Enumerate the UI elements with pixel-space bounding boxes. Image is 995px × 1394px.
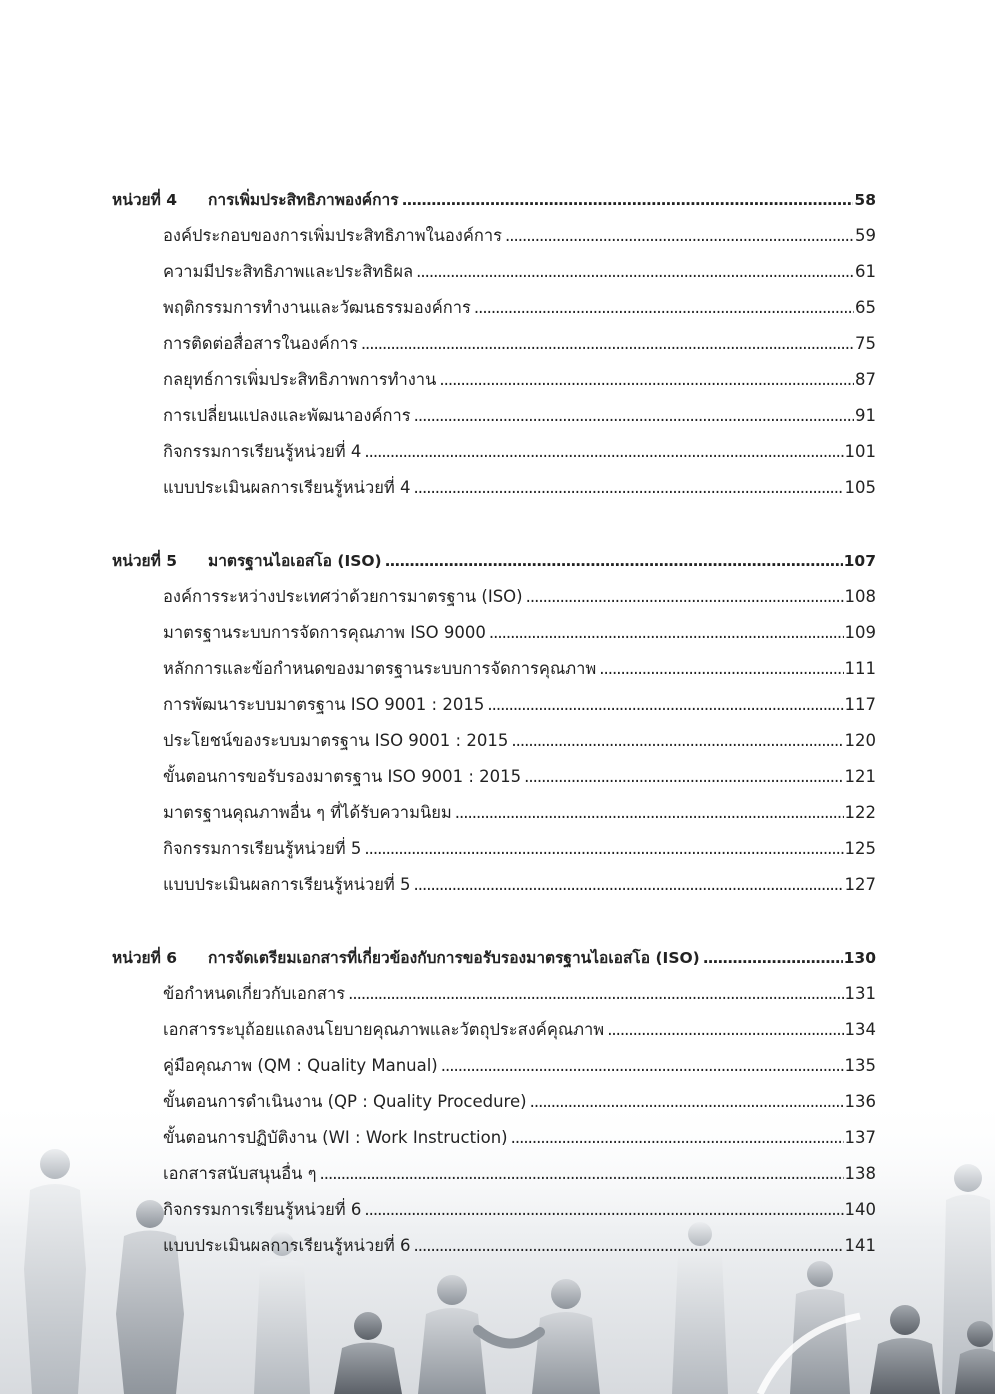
page-number: 130 xyxy=(843,949,876,967)
toc-entry xyxy=(112,723,876,759)
page-number: 138 xyxy=(844,1164,876,1183)
page-number: 135 xyxy=(844,1056,876,1075)
entry-title: แบบประเมินผลการเรียนรู้หน่วยที่ 4 xyxy=(163,478,411,497)
dot-leader xyxy=(414,470,844,506)
page-number: 122 xyxy=(844,803,876,822)
page-number: 141 xyxy=(844,1236,876,1255)
entry-title: พฤติกรรมการทำงานและวัฒนธรรมองค์การ xyxy=(163,298,471,317)
entry-title: กิจกรรมการเรียนรู้หน่วยที่ 4 xyxy=(163,442,362,461)
entry-title: มาตรฐานคุณภาพอื่น ๆ ที่ได้รับความนิยม xyxy=(163,803,452,822)
dot-leader xyxy=(530,1084,844,1120)
page-number: 105 xyxy=(844,478,876,497)
toc-entry xyxy=(112,615,876,651)
dot-leader xyxy=(364,831,843,867)
toc-entry xyxy=(112,976,876,1012)
unit-header xyxy=(112,182,876,218)
entry-title: คู่มือคุณภาพ (QM : Quality Manual) xyxy=(163,1056,438,1075)
toc-entry xyxy=(112,326,876,362)
toc-entry xyxy=(112,362,876,398)
dot-leader xyxy=(320,1156,844,1192)
dot-leader xyxy=(348,976,843,1012)
entry-title: ประโยชน์ของระบบมาตรฐาน ISO 9001 : 2015 xyxy=(163,731,509,750)
dot-leader xyxy=(402,182,854,218)
entry-title: ความมีประสิทธิภาพและประสิทธิผล xyxy=(163,262,414,281)
unit-header xyxy=(112,940,876,976)
unit-header xyxy=(112,543,876,579)
page-number: 121 xyxy=(844,767,876,786)
page-number: 117 xyxy=(844,695,876,714)
page-number: 91 xyxy=(855,406,876,425)
entry-title: กิจกรรมการเรียนรู้หน่วยที่ 6 xyxy=(163,1200,362,1219)
toc-entry xyxy=(112,470,876,506)
unit-4-section xyxy=(112,182,876,506)
toc-entry xyxy=(112,579,876,615)
toc-entry xyxy=(112,831,876,867)
unit-title: มาตรฐานไอเอสโอ (ISO) xyxy=(208,552,382,570)
page-number: 109 xyxy=(844,623,876,642)
entry-title: เอกสารระบุถ้อยแถลงนโยบายคุณภาพและวัตถุประสงค์คุณภาพ xyxy=(163,1020,605,1039)
toc-entry xyxy=(112,759,876,795)
dot-leader xyxy=(416,254,854,290)
page-number: 108 xyxy=(844,587,876,606)
unit-5-section xyxy=(112,543,876,903)
dot-leader xyxy=(364,434,843,470)
toc-entry xyxy=(112,1192,876,1228)
entry-title: ข้อกำหนดเกี่ยวกับเอกสาร xyxy=(163,984,346,1003)
table-of-contents xyxy=(112,182,876,1264)
toc-entry xyxy=(112,1084,876,1120)
page-number: 131 xyxy=(844,984,876,1003)
dot-leader xyxy=(474,290,854,326)
dot-leader xyxy=(505,218,854,254)
entry-title: ขั้นตอนการปฏิบัติงาน (WI : Work Instruction) xyxy=(163,1128,508,1147)
dot-leader xyxy=(489,615,844,651)
dot-leader xyxy=(455,795,844,831)
toc-entry xyxy=(112,1156,876,1192)
entry-title: แบบประเมินผลการเรียนรู้หน่วยที่ 6 xyxy=(163,1236,411,1255)
page-number: 59 xyxy=(855,226,876,245)
page-number: 87 xyxy=(855,370,876,389)
dot-leader xyxy=(599,651,843,687)
entry-title: การเปลี่ยนแปลงและพัฒนาองค์การ xyxy=(163,406,411,425)
page-number: 120 xyxy=(844,731,876,750)
page-number: 111 xyxy=(844,659,876,678)
entry-title: มาตรฐานระบบการจัดการคุณภาพ ISO 9000 xyxy=(163,623,486,642)
unit-label: หน่วยที่ 6 xyxy=(112,949,177,967)
dot-leader xyxy=(361,326,854,362)
unit-label: หน่วยที่ 5 xyxy=(112,552,177,570)
page-number: 75 xyxy=(855,334,876,353)
toc-entry xyxy=(112,290,876,326)
dot-leader xyxy=(703,940,843,976)
page-number: 137 xyxy=(844,1128,876,1147)
toc-entry xyxy=(112,1012,876,1048)
dot-leader xyxy=(414,398,854,434)
page-number: 125 xyxy=(844,839,876,858)
page-number: 136 xyxy=(844,1092,876,1111)
dot-leader xyxy=(607,1012,843,1048)
entry-title: กิจกรรมการเรียนรู้หน่วยที่ 5 xyxy=(163,839,362,858)
dot-leader xyxy=(441,1048,844,1084)
toc-entry xyxy=(112,795,876,831)
page-number: 65 xyxy=(855,298,876,317)
entry-title: แบบประเมินผลการเรียนรู้หน่วยที่ 5 xyxy=(163,875,411,894)
unit-title: การจัดเตรียมเอกสารที่เกี่ยวข้องกับการขอรับรองมาตรฐานไอเอสโอ (ISO) xyxy=(208,949,700,967)
dot-leader xyxy=(364,1192,843,1228)
dot-leader xyxy=(511,1120,844,1156)
entry-title: การติดต่อสื่อสารในองค์การ xyxy=(163,334,358,353)
entry-title: ขั้นตอนการขอรับรองมาตรฐาน ISO 9001 : 2015 xyxy=(163,767,522,786)
dot-leader xyxy=(526,579,844,615)
entry-title: การพัฒนาระบบมาตรฐาน ISO 9001 : 2015 xyxy=(163,695,485,714)
dot-leader xyxy=(385,543,843,579)
unit-label: หน่วยที่ 4 xyxy=(112,191,177,209)
page-number: 101 xyxy=(844,442,876,461)
unit-6-section xyxy=(112,940,876,1264)
toc-entry xyxy=(112,687,876,723)
page-number: 140 xyxy=(844,1200,876,1219)
dot-leader xyxy=(414,867,844,903)
dot-leader xyxy=(414,1228,844,1264)
toc-entry xyxy=(112,254,876,290)
toc-entry xyxy=(112,1228,876,1264)
toc-entry xyxy=(112,867,876,903)
entry-title: ขั้นตอนการดำเนินงาน (QP : Quality Procedure) xyxy=(163,1092,527,1111)
toc-entry xyxy=(112,434,876,470)
dot-leader xyxy=(511,723,843,759)
toc-entry xyxy=(112,651,876,687)
page-number: 134 xyxy=(844,1020,876,1039)
page-number: 58 xyxy=(854,191,876,209)
entry-title: องค์การระหว่างประเทศว่าด้วยการมาตรฐาน (ISO) xyxy=(163,587,523,606)
page-number: 127 xyxy=(844,875,876,894)
entry-title: หลักการและข้อกำหนดของมาตรฐานระบบการจัดการคุณภาพ xyxy=(163,659,597,678)
dot-leader xyxy=(524,759,843,795)
toc-entry xyxy=(112,218,876,254)
toc-entry xyxy=(112,1048,876,1084)
unit-title: การเพิ่มประสิทธิภาพองค์การ xyxy=(208,191,399,209)
dot-leader xyxy=(439,362,854,398)
page-number: 61 xyxy=(855,262,876,281)
entry-title: องค์ประกอบของการเพิ่มประสิทธิภาพในองค์การ xyxy=(163,226,503,245)
toc-entry xyxy=(112,1120,876,1156)
entry-title: เอกสารสนับสนุนอื่น ๆ xyxy=(163,1164,317,1183)
entry-title: กลยุทธ์การเพิ่มประสิทธิภาพการทำงาน xyxy=(163,370,437,389)
dot-leader xyxy=(487,687,843,723)
page-number: 107 xyxy=(843,552,876,570)
toc-entry xyxy=(112,398,876,434)
